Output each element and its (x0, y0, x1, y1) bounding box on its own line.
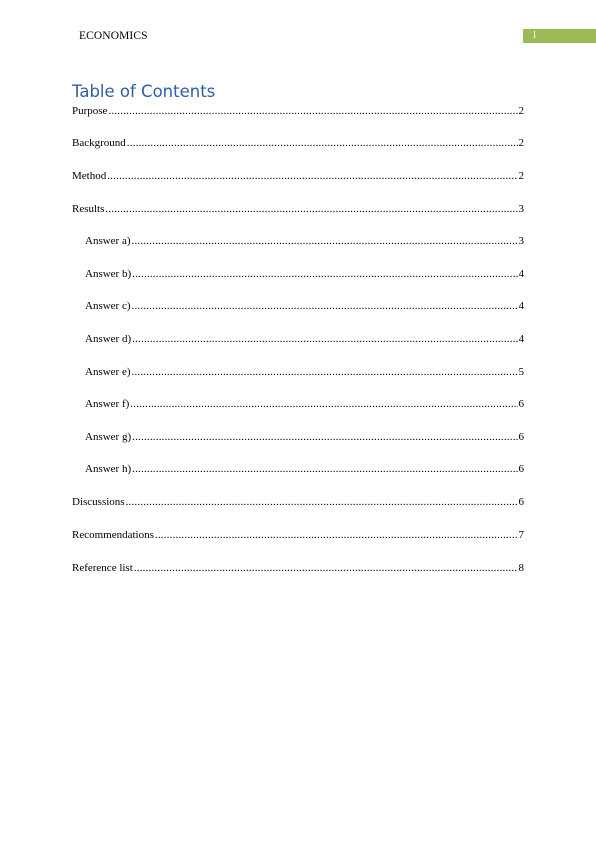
toc-leader (105, 202, 517, 216)
toc-entry-page: 2 (518, 137, 524, 149)
toc-entry-page: 4 (518, 268, 524, 280)
toc-entry-results[interactable] (72, 202, 524, 216)
toc-entry-page: 2 (518, 105, 524, 117)
toc-leader (132, 234, 518, 248)
toc-entry-label: Background (72, 137, 126, 149)
toc-leader (132, 299, 518, 313)
toc-leader (108, 104, 517, 118)
toc-leader (127, 136, 518, 150)
toc-leader (134, 561, 518, 575)
toc-entry-page: 7 (518, 529, 524, 541)
toc-entry-answer-f[interactable] (85, 397, 524, 411)
toc-entry-page: 6 (518, 463, 524, 475)
toc-entry-answer-a[interactable] (85, 234, 524, 248)
toc-entry-label: Answer c) (85, 300, 131, 312)
toc-entry-page: 4 (518, 300, 524, 312)
toc-entry-answer-c[interactable] (85, 299, 524, 313)
toc-leader (107, 169, 517, 183)
toc-entry-page: 6 (518, 496, 524, 508)
toc-entry-reference-list[interactable] (72, 561, 524, 575)
toc-entry-label: Answer b) (85, 268, 132, 280)
toc-entry-label: Recommendations (72, 529, 154, 541)
toc-heading: Table of Contents (72, 82, 216, 101)
toc-entry-label: Answer d) (85, 333, 132, 345)
toc-entry-answer-b[interactable] (85, 267, 524, 281)
toc-entry-label: Purpose (72, 105, 108, 117)
toc-entry-label: Results (72, 203, 105, 215)
toc-entry-page: 4 (518, 333, 524, 345)
toc-entry-page: 3 (518, 235, 524, 247)
toc-entry-label: Method (72, 170, 107, 182)
toc-entry-answer-h[interactable] (85, 462, 524, 476)
toc-entry-label: Answer f) (85, 398, 130, 410)
toc-entry-recommendations[interactable] (72, 528, 524, 542)
toc-leader (126, 495, 518, 509)
toc-leader (132, 365, 518, 379)
toc-entry-method[interactable] (72, 169, 524, 183)
toc-entry-purpose[interactable] (72, 104, 524, 118)
header-title: ECONOMICS (79, 30, 148, 42)
toc-entry-label: Answer e) (85, 366, 131, 378)
page-number: 1 (532, 30, 537, 41)
toc-entry-label: Answer h) (85, 463, 132, 475)
page-number-badge (523, 29, 596, 43)
toc-entry-label: Discussions (72, 496, 125, 508)
toc-entry-page: 8 (518, 562, 524, 574)
toc-entry-answer-d[interactable] (85, 332, 524, 346)
toc-entry-page: 6 (518, 431, 524, 443)
toc-leader (130, 397, 517, 411)
toc-entry-background[interactable] (72, 136, 524, 150)
toc-entry-answer-e[interactable] (85, 365, 524, 379)
toc-leader (155, 528, 518, 542)
toc-entry-discussions[interactable] (72, 495, 524, 509)
toc-leader (132, 430, 517, 444)
toc-entry-label: Answer g) (85, 431, 132, 443)
toc-entry-page: 2 (518, 170, 524, 182)
toc-entry-page: 5 (518, 366, 524, 378)
toc-leader (132, 332, 517, 346)
toc-entry-answer-g[interactable] (85, 430, 524, 444)
toc-entry-page: 3 (518, 203, 524, 215)
toc-entry-page: 6 (518, 398, 524, 410)
toc-leader (132, 267, 517, 281)
toc-entry-label: Answer a) (85, 235, 131, 247)
toc-entry-label: Reference list (72, 562, 133, 574)
toc-leader (132, 462, 517, 476)
